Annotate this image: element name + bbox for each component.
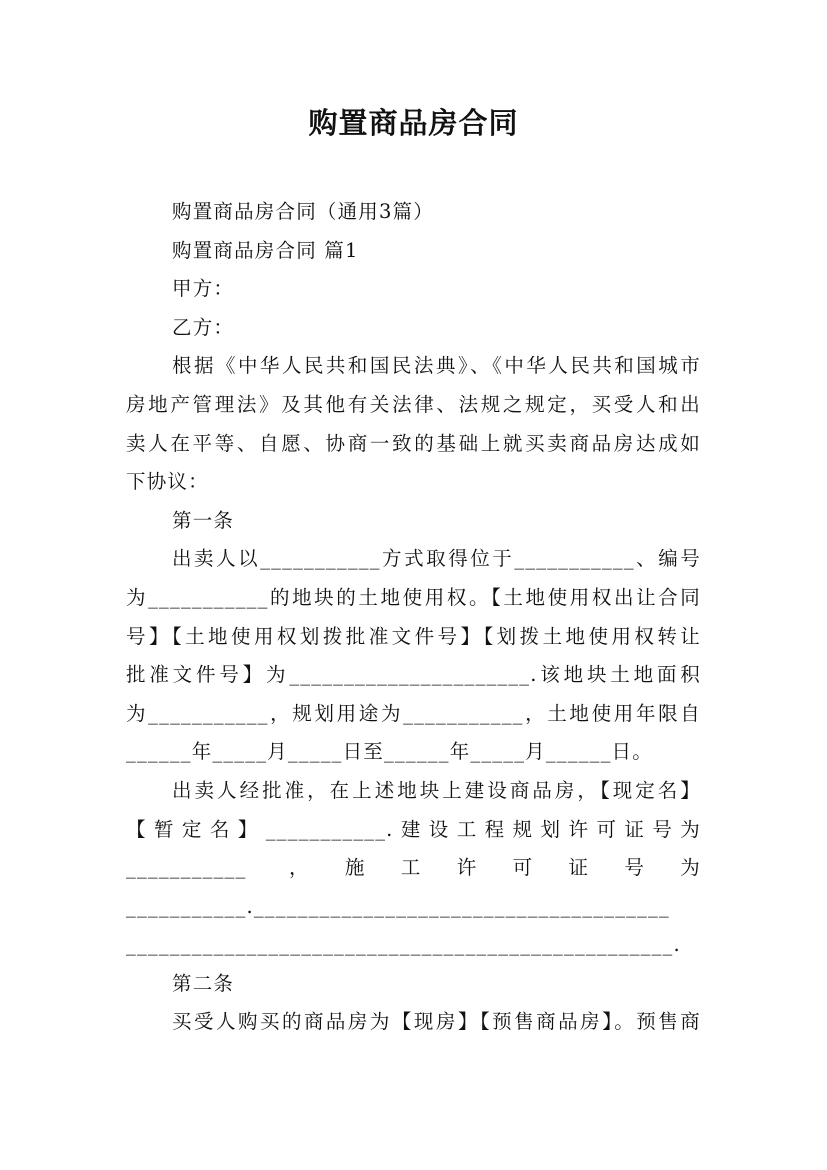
party-b-line: 乙方： (172, 315, 235, 339)
paragraph-line: 为___________，规划用途为___________，土地使用年限自 (126, 701, 701, 725)
paragraph-line: __________________________________________________. (126, 933, 681, 957)
document-body (126, 193, 701, 1042)
paragraph-line: 为___________的地块的土地使用权。【土地使用权出让合同 (126, 585, 701, 609)
paragraph-line: 卖人在平等、自愿、协商一致的基础上就买卖商品房达成如 (126, 431, 701, 455)
article-heading: 第二条 (172, 971, 235, 995)
subtitle-line: 购置商品房合同（通用3篇） (172, 200, 435, 223)
paragraph-line: 下协议： (126, 470, 209, 494)
paragraph-line: ___________.______________________________________ (126, 894, 670, 918)
paragraph-line: 批准文件号】为______________________.该地块土地面积 (126, 663, 701, 687)
paragraph-line: 【暂定名】___________.建设工程规划许可证号为 (126, 817, 701, 841)
document-title: 购置商品房合同 (308, 106, 519, 140)
paragraph-line: ___________ ，施工许可证号为 (126, 856, 701, 880)
paragraph-line: 根据《中华人民共和国民法典》、《中华人民共和国城市 (172, 354, 701, 378)
paragraph-line: 房地产管理法》及其他有关法律、法规之规定，买受人和出 (126, 392, 701, 416)
section-heading: 购置商品房合同 篇1 (172, 238, 359, 262)
article-heading: 第一条 (172, 508, 235, 532)
paragraph-line: 出卖人经批准，在上述地块上建设商品房，【现定名】 (172, 778, 701, 802)
party-a-line: 甲方： (172, 277, 235, 301)
paragraph-line: ______年_____月_____日至______年_____月______日。 (126, 740, 653, 764)
paragraph-line: 出卖人以___________方式取得位于___________、编号 (172, 547, 701, 571)
paragraph-line: 号】【土地使用权划拨批准文件号】【划拨土地使用权转让 (126, 624, 701, 648)
paragraph-line: 买受人购买的商品房为【现房】【预售商品房】。预售商 (172, 1010, 701, 1034)
